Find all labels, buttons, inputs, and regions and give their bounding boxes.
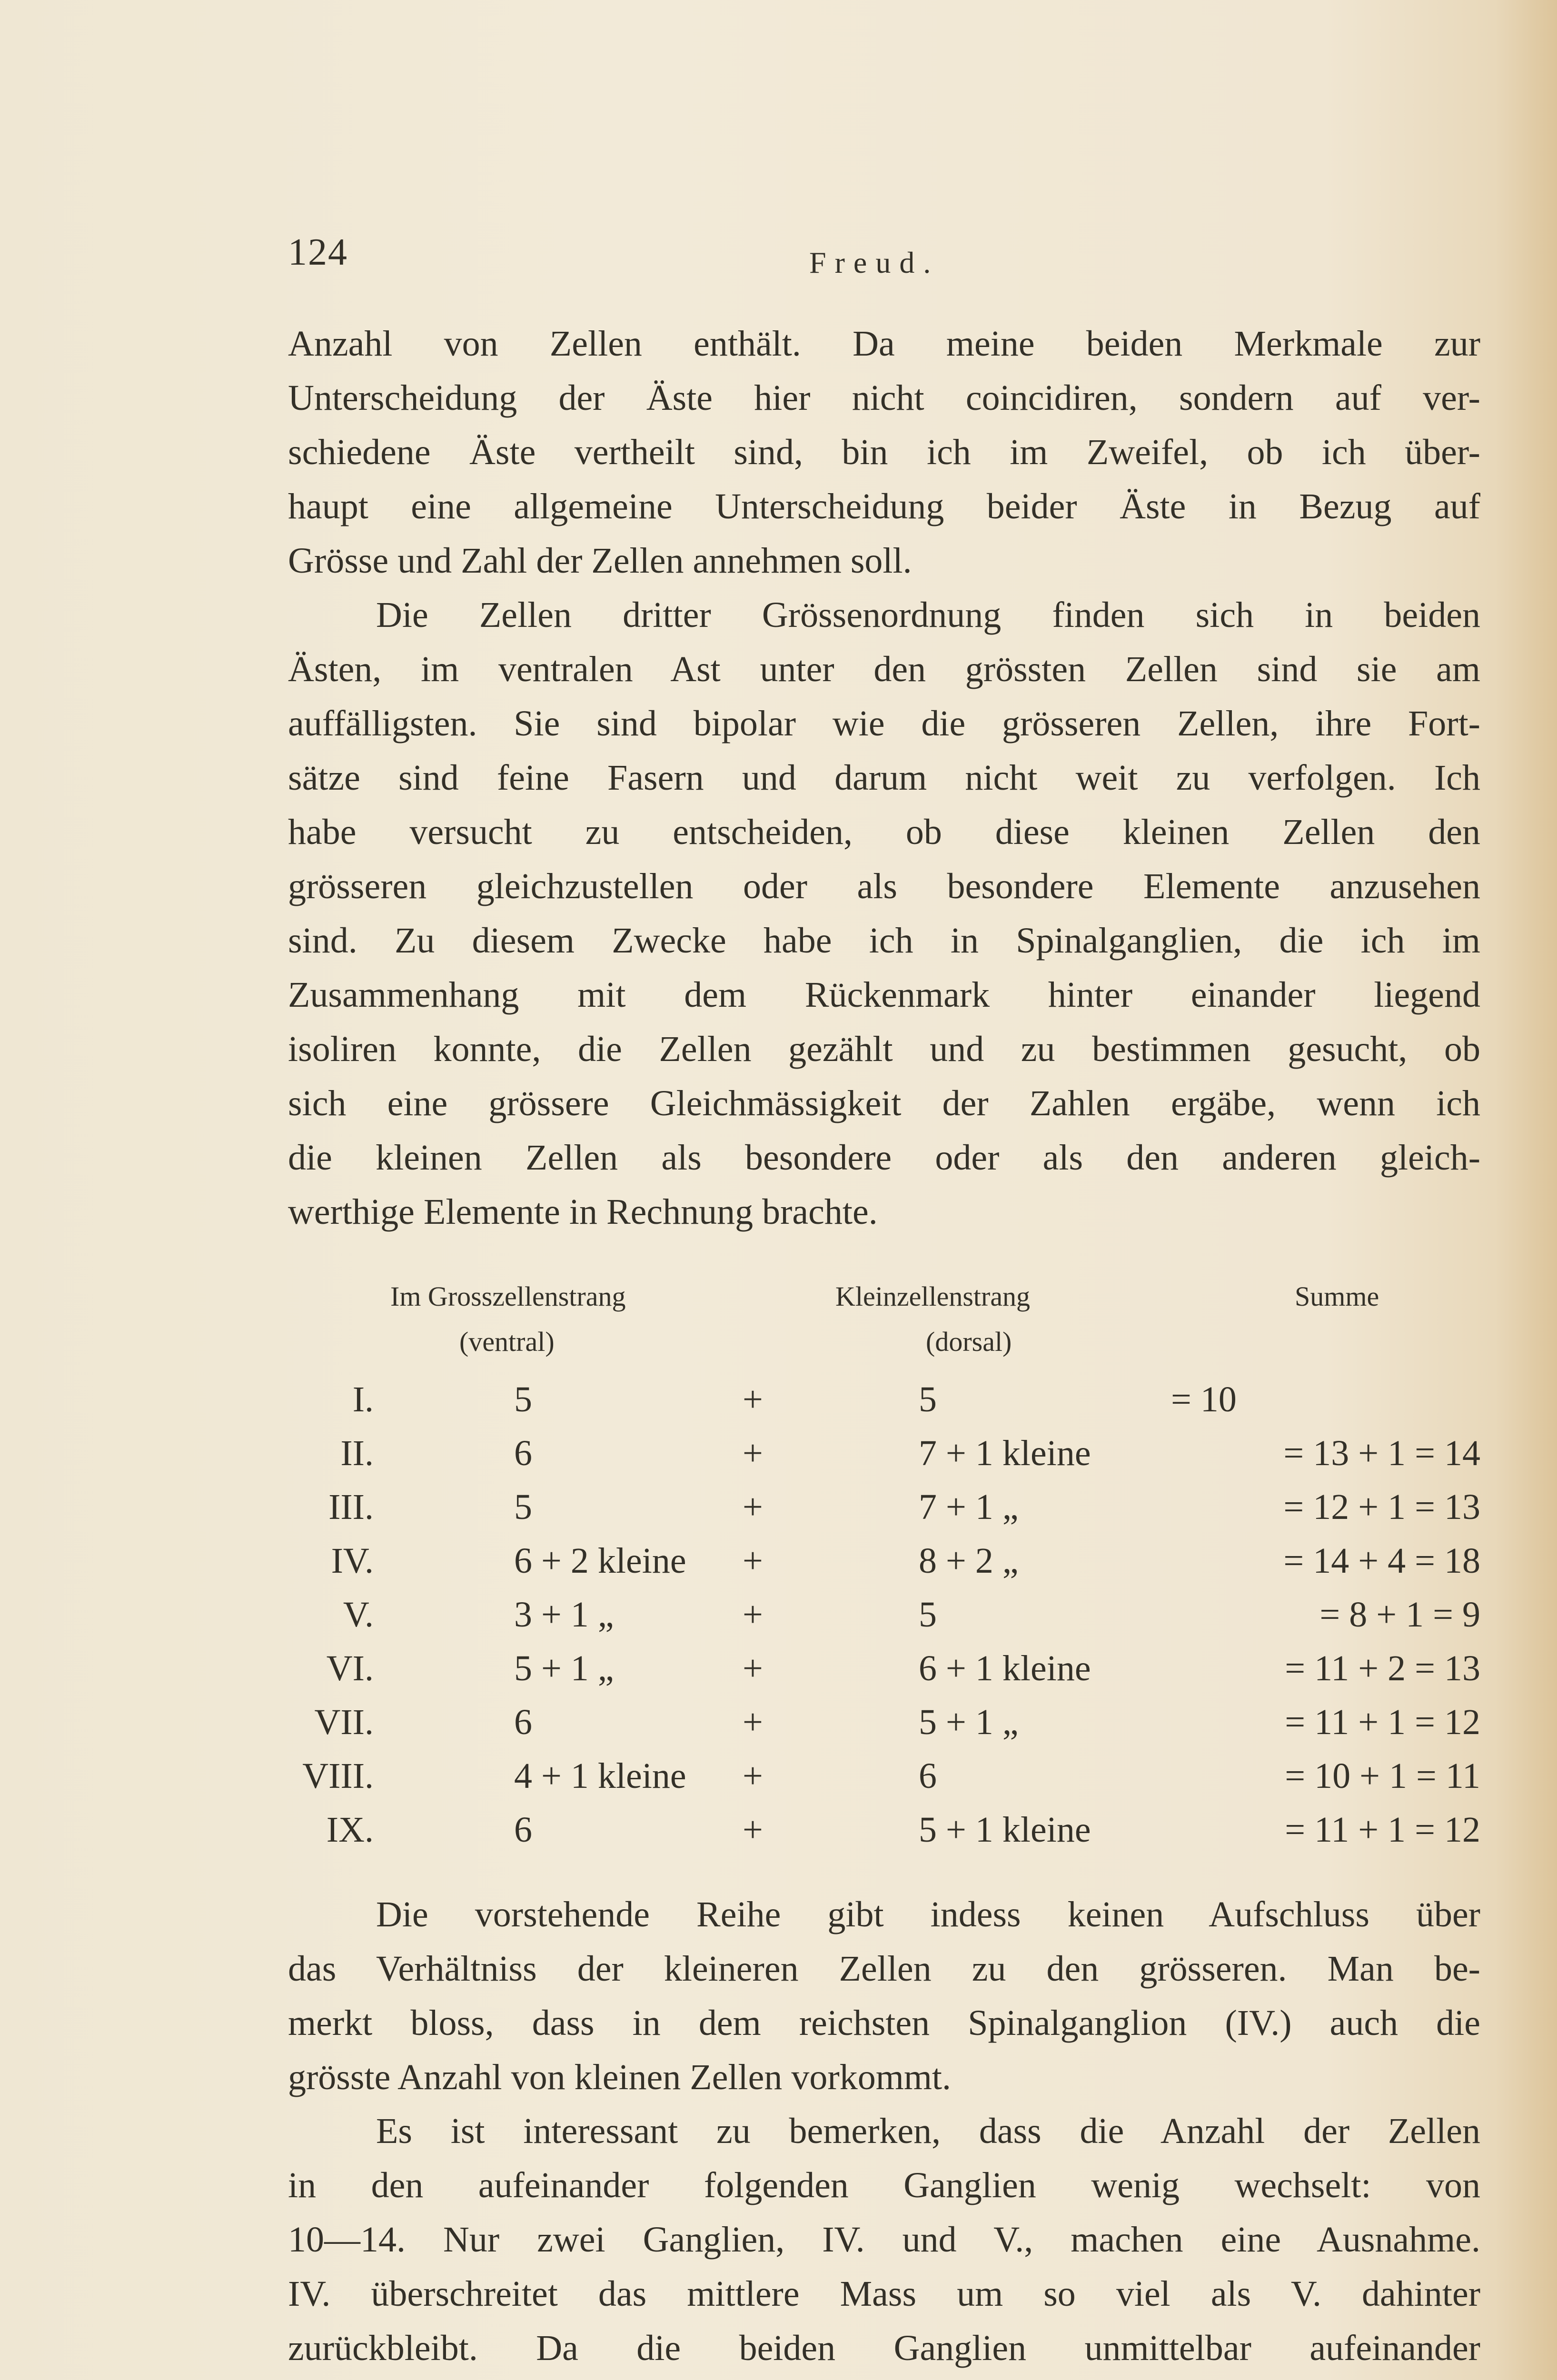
text-line: Ästen, im ventralen Ast unter den grössten Zellen sind sie am: [288, 649, 1480, 689]
text-line: merkt bloss, dass in dem reichsten Spinalganglion (IV.) auch die: [288, 2003, 1480, 2043]
text-line: IV. überschreitet das mittlere Mass um so viel als V. dahinter: [288, 2274, 1480, 2314]
table-header-dorsal: (dorsal): [926, 1326, 1012, 1357]
row-number: IX.: [326, 1810, 374, 1850]
text-line: Unterscheidung der Äste hier nicht coincidiren, sondern auf ver-: [288, 378, 1480, 418]
grosszellen-count: 6: [514, 1810, 532, 1850]
sum-value: = 11 + 1 = 12: [1285, 1810, 1480, 1850]
grosszellen-count: 5: [514, 1487, 532, 1527]
grosszellen-count: 6: [514, 1702, 532, 1742]
plus-sign: +: [743, 1702, 763, 1742]
kleinzellen-count: 7 + 1 kleine: [919, 1433, 1091, 1473]
row-number: III.: [328, 1487, 374, 1527]
table-row: [0, 1535, 1557, 1587]
row-number: VIII.: [302, 1756, 374, 1796]
text-line: die kleinen Zellen als besondere oder als den anderen gleich-: [288, 1138, 1480, 1178]
text-line: grösste Anzahl von kleinen Zellen vorkommt.: [288, 2057, 952, 2097]
kleinzellen-count: 8 + 2 „: [919, 1541, 1019, 1581]
table-header-summe: Summe: [1295, 1281, 1379, 1312]
sum-value: = 13 + 1 = 14: [1283, 1433, 1480, 1473]
row-number: VII.: [314, 1702, 374, 1742]
text-line: Grösse und Zahl der Zellen annehmen soll.: [288, 541, 912, 581]
paragraph-4: [288, 2104, 1480, 2375]
table-row: [0, 1373, 1557, 1426]
table-row: [0, 1427, 1557, 1479]
table-row: [0, 1588, 1557, 1641]
text-line: grösseren gleichzustellen oder als besondere Elemente anzusehen: [288, 866, 1480, 906]
text-line: sätze sind feine Fasern und darum nicht weit zu verfolgen. Ich: [288, 758, 1480, 798]
grosszellen-count: 3 + 1 „: [514, 1595, 614, 1635]
row-number: VI.: [326, 1648, 374, 1688]
sum-value: = 8 + 1 = 9: [1319, 1595, 1480, 1635]
text-line: das Verhältniss der kleineren Zellen zu den grösseren. Man be-: [288, 1949, 1480, 1989]
row-number: IV.: [331, 1541, 374, 1581]
text-line: Die vorstehende Reihe gibt indess keinen Aufschluss über: [376, 1894, 1480, 1934]
table-row: [0, 1481, 1557, 1533]
text-line: in den aufeinander folgenden Ganglien wenig wechselt: von: [288, 2165, 1480, 2205]
text-line: Zusammenhang mit dem Rückenmark hinter einander liegend: [288, 975, 1480, 1015]
plus-sign: +: [743, 1810, 763, 1850]
running-title: Freud.: [809, 246, 940, 279]
grosszellen-count: 6: [514, 1433, 532, 1473]
grosszellen-count: 5: [514, 1379, 532, 1419]
plus-sign: +: [743, 1541, 763, 1581]
kleinzellen-count: 5 + 1 „: [919, 1702, 1019, 1742]
table-row: [0, 1804, 1557, 1856]
kleinzellen-count: 6 + 1 kleine: [919, 1648, 1091, 1688]
sum-value: = 11 + 1 = 12: [1285, 1702, 1480, 1742]
plus-sign: +: [743, 1595, 763, 1635]
text-line: werthige Elemente in Rechnung brachte.: [288, 1192, 878, 1232]
paragraph-1: [288, 317, 1480, 588]
text-line: schiedene Äste vertheilt sind, bin ich im Zweifel, ob ich über-: [288, 432, 1480, 472]
plus-sign: +: [743, 1379, 763, 1419]
text-line: sind. Zu diesem Zwecke habe ich in Spinalganglien, die ich im: [288, 921, 1480, 961]
sum-value: = 10 + 1 = 11: [1285, 1756, 1480, 1796]
sum-value: = 14 + 4 = 18: [1283, 1541, 1480, 1581]
paragraph-3: [288, 1887, 1480, 2104]
plus-sign: +: [743, 1648, 763, 1688]
text-line: zurückbleibt. Da die beiden Ganglien unmittelbar aufeinander: [288, 2328, 1480, 2368]
paragraph-2: [288, 588, 1480, 1239]
kleinzellen-count: 6: [919, 1756, 937, 1796]
grosszellen-count: 6 + 2 kleine: [514, 1541, 686, 1581]
text-line: auffälligsten. Sie sind bipolar wie die grösseren Zellen, ihre Fort-: [288, 704, 1480, 744]
text-line: Es ist interessant zu bemerken, dass die Anzahl der Zellen: [376, 2111, 1480, 2151]
plus-sign: +: [743, 1756, 763, 1796]
sum-value: = 10: [1171, 1379, 1237, 1419]
text-line: habe versucht zu entscheiden, ob diese kleinen Zellen den: [288, 812, 1480, 852]
table-row: [0, 1696, 1557, 1748]
row-number: V.: [343, 1595, 374, 1635]
table-header-ventral: (ventral): [459, 1326, 555, 1357]
table-header-grosszellenstrang: Im Grosszellenstrang: [390, 1281, 626, 1312]
row-number: II.: [340, 1433, 374, 1473]
table-header-kleinzellenstrang: Kleinzellenstrang: [835, 1281, 1031, 1312]
text-line: 10—14. Nur zwei Ganglien, IV. und V., machen eine Ausnahme.: [288, 2220, 1480, 2260]
table-row: [0, 1642, 1557, 1695]
plus-sign: +: [743, 1487, 763, 1527]
kleinzellen-count: 5 + 1 kleine: [919, 1810, 1091, 1850]
kleinzellen-count: 5: [919, 1595, 937, 1635]
kleinzellen-count: 5: [919, 1379, 937, 1419]
plus-sign: +: [743, 1433, 763, 1473]
kleinzellen-count: 7 + 1 „: [919, 1487, 1019, 1527]
text-line: Die Zellen dritter Grössenordnung finden sich in beiden: [376, 595, 1480, 635]
text-line: Anzahl von Zellen enthält. Da meine beiden Merkmale zur: [288, 324, 1480, 364]
text-line: isoliren konnte, die Zellen gezählt und zu bestimmen gesucht, ob: [288, 1029, 1480, 1069]
text-line: haupt eine allgemeine Unterscheidung beider Äste in Bezug auf: [288, 486, 1480, 526]
sum-value: = 11 + 2 = 13: [1285, 1648, 1480, 1688]
page-number: 124: [288, 231, 348, 273]
text-line: sich eine grössere Gleichmässigkeit der Zahlen ergäbe, wenn ich: [288, 1083, 1480, 1123]
sum-value: = 12 + 1 = 13: [1283, 1487, 1480, 1527]
row-number: I.: [352, 1379, 374, 1419]
table-row: [0, 1750, 1557, 1802]
grosszellen-count: 5 + 1 „: [514, 1648, 614, 1688]
grosszellen-count: 4 + 1 kleine: [514, 1756, 686, 1796]
